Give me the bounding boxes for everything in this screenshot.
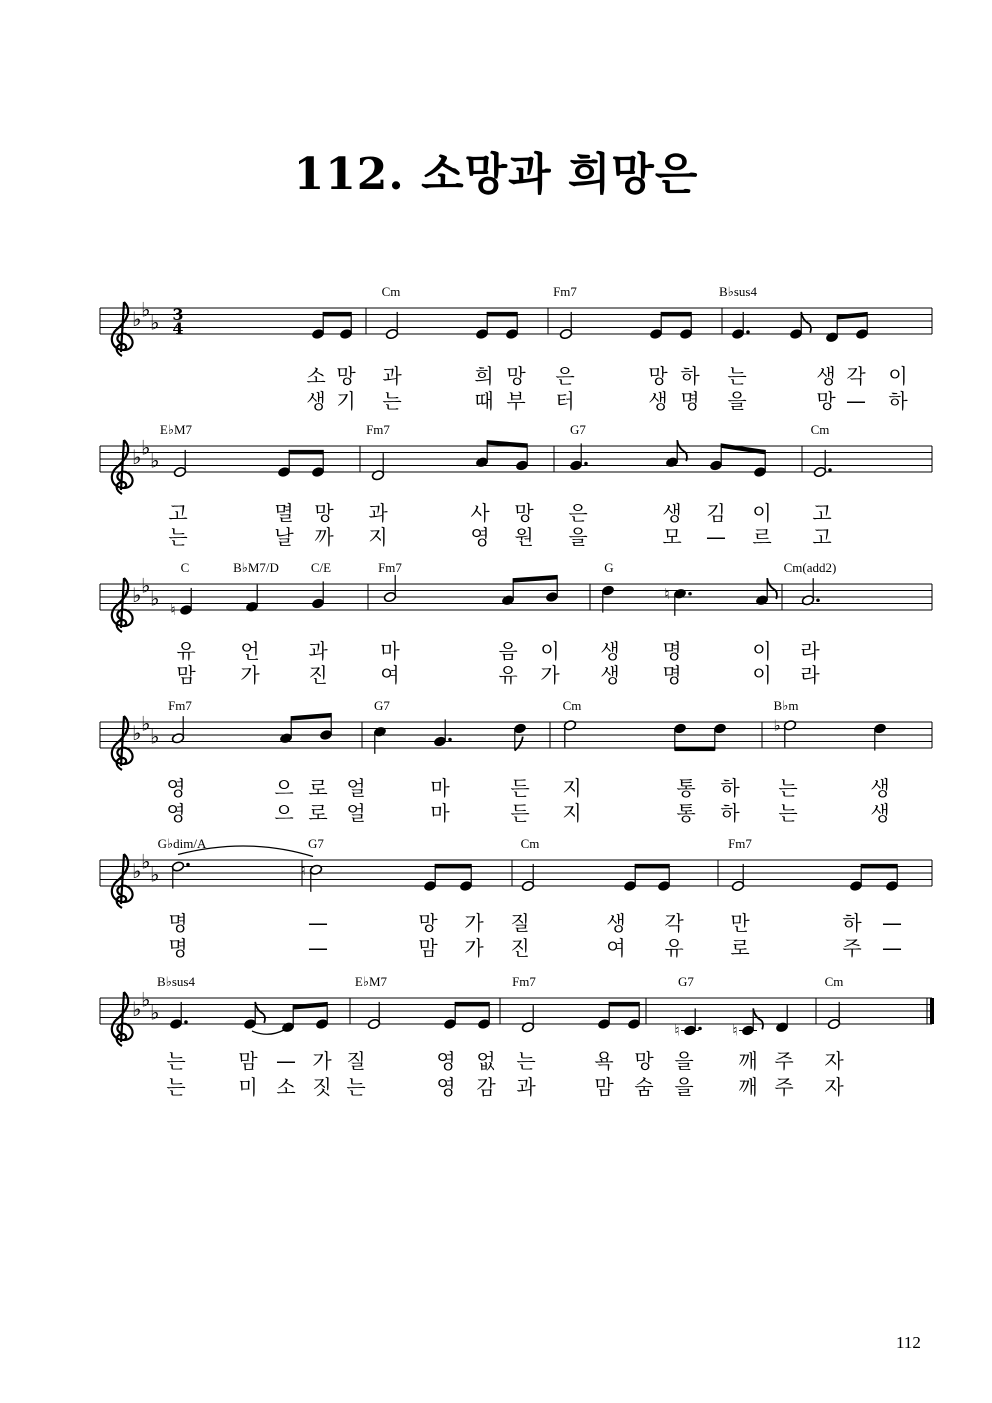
- flat-icon: ♭: [132, 721, 142, 745]
- lyric-verse2-syllable: 든: [510, 801, 530, 825]
- lyric-verse1-syllable: 망: [648, 364, 668, 388]
- natural-icon: ♮: [300, 860, 306, 879]
- lyric-verse2-syllable: 주: [842, 936, 862, 960]
- note-beam: [513, 575, 557, 583]
- flat-icon: ♭: [132, 445, 142, 469]
- note-beam: [487, 440, 527, 448]
- lyric-verse1-syllable: 만: [730, 911, 750, 935]
- lyric-verse2-syllable: 라: [800, 663, 820, 687]
- lyric-verse1-syllable: 언: [240, 639, 260, 663]
- lyric-verse2-syllable: 지: [368, 525, 388, 549]
- key-signature-flats: [132, 849, 159, 886]
- lyric-verse2-syllable: 는: [346, 1075, 366, 1099]
- lyric-verse1-syllable: 지: [562, 776, 582, 800]
- lyric-verse1-syllable: 자: [824, 1049, 844, 1073]
- lyric-verse2-syllable: 날: [274, 525, 294, 549]
- flat-icon: ♭: [141, 987, 151, 1012]
- lyric-verse1-syllable: 과: [368, 501, 388, 525]
- flat-icon: ♭: [150, 310, 160, 335]
- lyric-verse2-syllable: 망: [816, 389, 836, 413]
- treble-clef-icon: [112, 578, 133, 632]
- lyric-verse1-syllable: 질: [346, 1049, 366, 1073]
- lyric-verse1-syllable: 영: [166, 776, 186, 800]
- lyric-verse2-syllable: 가: [540, 663, 560, 687]
- treble-clef-icon: [112, 440, 133, 494]
- note-beam: [323, 312, 351, 317]
- lyric-verse1-syllable: 희: [474, 364, 494, 388]
- note-flag: [677, 440, 687, 461]
- treble-clef-icon: [112, 302, 133, 356]
- lyric-verse2-syllable: 생: [648, 389, 668, 413]
- note-beam: [675, 747, 715, 752]
- lyric-verse1-syllable: 소: [306, 364, 326, 388]
- lyric-verse2-syllable: 숨: [634, 1075, 654, 1099]
- lyric-verse2-syllable: 생: [870, 801, 890, 825]
- lyric-verse1-syllable: 는: [166, 1049, 186, 1073]
- note-beam: [291, 713, 331, 721]
- lyric-verse2-syllable: 자: [824, 1075, 844, 1099]
- lyric-verse1-syllable: 생: [816, 364, 836, 388]
- lyric-verse2-syllable: 명: [168, 936, 188, 960]
- lyric-verse2-syllable: 지: [562, 801, 582, 825]
- note-beam: [861, 864, 897, 869]
- chord-symbol: C/E: [310, 560, 332, 575]
- lyric-verse1-syllable: 명: [168, 911, 188, 935]
- lyric-verse1-syllable: 고: [168, 501, 188, 525]
- lyric-verse2-syllable: 는: [168, 525, 188, 549]
- note-beam: [289, 450, 323, 455]
- lyric-verse1-syllable: 는: [516, 1049, 536, 1073]
- treble-clef-icon: [112, 992, 133, 1046]
- lyric-verse1-syllable: 망: [336, 364, 356, 388]
- flat-icon: ♭: [150, 1000, 160, 1025]
- note-beam: [293, 1002, 327, 1010]
- chord-symbol: G7: [570, 422, 586, 437]
- lyric-verse2-syllable: 때: [474, 389, 494, 413]
- clef-stroke: [112, 578, 133, 632]
- dot: [584, 462, 588, 466]
- treble-clef-icon: [112, 854, 133, 908]
- note-beam: [455, 1002, 489, 1007]
- lyric-verse2-syllable: 부: [506, 389, 526, 413]
- lyric-verse2-syllable: 모: [662, 525, 682, 549]
- lyric-verse1-syllable: 이: [540, 639, 560, 663]
- lyric-verse1-syllable: 은: [568, 501, 588, 525]
- lyric-verse1-syllable: 이: [752, 501, 772, 525]
- chord-symbol: E♭M7: [354, 974, 388, 989]
- lyric-verse2-syllable: 로: [308, 801, 328, 825]
- lyric-verse1-syllable: 유: [176, 639, 196, 663]
- lyric-verse1-syllable: 영: [436, 1049, 456, 1073]
- flat-icon: ♭: [773, 716, 781, 735]
- lyric-verse2-syllable: 는: [778, 801, 798, 825]
- chord-symbol: G7: [374, 698, 390, 713]
- lyric-verse2-syllable: 얼: [346, 801, 366, 825]
- time-signature-top: 3: [172, 305, 184, 324]
- chord-symbol: Fm7: [728, 836, 752, 851]
- flat-icon: ♭: [132, 859, 142, 883]
- lyric-verse2-syllable: 으: [274, 801, 294, 825]
- flat-icon: ♭: [150, 862, 160, 887]
- clef-stroke: [112, 440, 133, 494]
- flat-icon: ♭: [141, 297, 151, 322]
- note-beam: [837, 312, 867, 320]
- chord-symbol: C: [180, 560, 190, 575]
- chord-symbol: Fm7: [168, 698, 192, 713]
- lyric-verse2-syllable: 맘: [176, 663, 196, 687]
- clef-stroke: [112, 302, 133, 356]
- lyric-verse2-syllable: 명: [680, 389, 700, 413]
- lyric-verse2-syllable: —: [846, 389, 866, 413]
- lyric-verse1-syllable: 각: [664, 911, 684, 935]
- note-flag: [801, 312, 811, 333]
- flat-icon: ♭: [141, 435, 151, 460]
- clef-stroke: [112, 854, 133, 908]
- flat-icon: ♭: [141, 573, 151, 598]
- lyric-verse2-syllable: 생: [600, 663, 620, 687]
- lyric-verse1-syllable: 망: [314, 501, 334, 525]
- chord-symbol: B♭sus4: [157, 974, 195, 989]
- lyric-verse1-syllable: 과: [382, 364, 402, 388]
- lyric-verse2-syllable: 을: [568, 525, 588, 549]
- lyric-verse1-syllable: 망: [418, 911, 438, 935]
- dot: [448, 738, 452, 742]
- final-barline: [930, 998, 934, 1024]
- lyric-verse1-syllable: 질: [510, 911, 530, 935]
- lyric-verse1-syllable: 생: [606, 911, 626, 935]
- lyric-verse1-syllable: 하: [842, 911, 862, 935]
- note-beam: [635, 864, 669, 869]
- lyric-verse1-syllable: 으: [274, 776, 294, 800]
- lyric-verse1-syllable: 을: [674, 1049, 694, 1073]
- lyric-verse2-syllable: 과: [516, 1075, 536, 1099]
- dot: [688, 592, 692, 596]
- key-signature-flats: [132, 711, 159, 748]
- flat-icon: ♭: [150, 724, 160, 749]
- tie-slur: [252, 1030, 284, 1034]
- lyric-verse1-syllable: 망: [514, 501, 534, 525]
- flat-icon: ♭: [132, 997, 142, 1021]
- lyric-verse2-syllable: 생: [306, 389, 326, 413]
- dot: [746, 330, 750, 334]
- lyric-verse2-syllable: 영: [470, 525, 490, 549]
- lyric-verse2-syllable: 여: [606, 936, 626, 960]
- lyric-verse2-syllable: 하: [720, 801, 740, 825]
- lyric-verse2-syllable: 기: [336, 389, 356, 413]
- lyric-verse1-syllable: 통: [676, 776, 696, 800]
- dot: [816, 598, 820, 602]
- lyric-verse2-syllable: 하: [888, 389, 908, 413]
- lyric-verse2-syllable: 로: [730, 936, 750, 960]
- chord-symbol: Fm7: [378, 560, 402, 575]
- chord-symbol: Cm: [810, 422, 830, 437]
- lyric-verse2-syllable: —: [308, 936, 328, 960]
- natural-icon: ♮: [732, 1021, 738, 1040]
- lyric-verse2-syllable: 주: [774, 1075, 794, 1099]
- lyric-verse2-syllable: 명: [662, 663, 682, 687]
- lyric-verse1-syllable: 하: [680, 364, 700, 388]
- treble-clef-icon: [112, 716, 133, 770]
- lyric-verse2-syllable: 짓: [312, 1075, 332, 1099]
- lyric-verse1-syllable: 마: [380, 639, 400, 663]
- lyric-verse2-syllable: 터: [555, 389, 575, 413]
- lyric-verse2-syllable: 을: [727, 389, 747, 413]
- chord-symbol: Cm: [562, 698, 582, 713]
- lyric-verse1-syllable: 사: [470, 501, 490, 525]
- lyric-verse1-syllable: 주: [774, 1049, 794, 1073]
- lyric-verse2-syllable: 소: [276, 1075, 296, 1099]
- dot: [184, 1020, 188, 1024]
- chord-symbol: G7: [678, 974, 694, 989]
- chord-symbol: B♭m: [773, 698, 799, 713]
- flat-icon: ♭: [141, 849, 151, 874]
- lyric-verse1-syllable: 망: [634, 1049, 654, 1073]
- lyric-verse2-syllable: 유: [664, 936, 684, 960]
- note-beam: [661, 312, 691, 317]
- natural-icon: ♮: [170, 601, 176, 619]
- lyric-verse2-syllable: 미: [238, 1075, 258, 1099]
- lyric-verse2-syllable: 맘: [418, 936, 438, 960]
- key-signature-flats: [132, 573, 159, 610]
- lyric-verse2-syllable: 진: [510, 936, 530, 960]
- song-title: 소망과 희망은: [421, 149, 699, 200]
- lyric-verse2-syllable: —: [706, 525, 726, 549]
- lyric-verse2-syllable: 통: [676, 801, 696, 825]
- flat-icon: ♭: [132, 583, 142, 607]
- lyric-verse2-syllable: 고: [812, 525, 832, 549]
- lyric-verse2-syllable: 맘: [594, 1075, 614, 1099]
- lyric-verse1-syllable: 없: [476, 1049, 496, 1073]
- chord-symbol: Fm7: [366, 422, 390, 437]
- dot: [186, 863, 190, 867]
- lyric-verse1-syllable: 각: [846, 364, 866, 388]
- flat-icon: ♭: [150, 448, 160, 473]
- time-signature-bottom: 4: [172, 319, 184, 338]
- note-flag: [753, 1008, 763, 1029]
- lyric-verse2-syllable: 깨: [738, 1075, 758, 1099]
- lyric-verse1-syllable: 욕: [594, 1049, 614, 1073]
- lyric-verse1-syllable: —: [276, 1049, 296, 1073]
- lyric-verse1-syllable: 김: [706, 501, 726, 525]
- dot: [698, 1027, 702, 1031]
- lyric-verse1-syllable: 마: [430, 776, 450, 800]
- lyric-verse2-syllable: 르: [752, 525, 772, 549]
- natural-icon: ♮: [674, 1021, 680, 1040]
- clef-stroke: [112, 992, 133, 1046]
- lyric-verse2-syllable: 가: [464, 936, 484, 960]
- chord-symbol: B♭sus4: [719, 284, 757, 299]
- lyric-verse1-syllable: 는: [727, 364, 747, 388]
- lyric-verse1-syllable: 명: [662, 639, 682, 663]
- lyric-verse1-syllable: 이: [752, 639, 772, 663]
- chord-symbol: G7: [308, 836, 324, 851]
- flat-icon: ♭: [150, 586, 160, 611]
- note-flag: [255, 1002, 265, 1023]
- lyric-verse1-syllable: 은: [555, 364, 575, 388]
- lyric-verse1-syllable: 맘: [238, 1049, 258, 1073]
- lyric-verse2-syllable: 진: [308, 663, 328, 687]
- lyric-verse1-syllable: 는: [778, 776, 798, 800]
- lyric-verse1-syllable: 가: [464, 911, 484, 935]
- note-beam: [609, 1002, 639, 1007]
- lyric-verse1-syllable: 음: [498, 639, 518, 663]
- flat-icon: ♭: [141, 711, 151, 736]
- lyric-verse2-syllable: 까: [314, 525, 334, 549]
- song-number: 112.: [293, 149, 405, 200]
- chord-symbol: Cm: [520, 836, 540, 851]
- lyric-verse1-syllable: 망: [506, 364, 526, 388]
- chord-symbol: Cm: [381, 284, 401, 299]
- chord-symbol: Fm7: [512, 974, 536, 989]
- page-number: 112: [896, 1333, 921, 1352]
- lyric-verse1-syllable: 이: [888, 364, 908, 388]
- lyric-verse1-syllable: —: [882, 911, 902, 935]
- clef-stroke: [112, 716, 133, 770]
- chord-symbol: E♭M7: [159, 422, 193, 437]
- chord-symbol: Cm: [824, 974, 844, 989]
- lyric-verse2-syllable: 유: [498, 663, 518, 687]
- lyric-verse1-syllable: 하: [720, 776, 740, 800]
- lyric-verse2-syllable: 이: [752, 663, 772, 687]
- dot: [828, 468, 832, 472]
- key-signature-flats: [132, 297, 159, 334]
- lyric-verse1-syllable: 로: [308, 776, 328, 800]
- lyric-verse1-syllable: 과: [308, 639, 328, 663]
- lyric-verse2-syllable: 영: [166, 801, 186, 825]
- lyric-verse1-syllable: 얼: [346, 776, 366, 800]
- lyric-verse2-syllable: 가: [240, 663, 260, 687]
- key-signature-flats: [132, 435, 159, 472]
- lyric-verse2-syllable: 는: [166, 1075, 186, 1099]
- lyric-verse2-syllable: 여: [380, 663, 400, 687]
- chord-symbol: Fm7: [553, 284, 577, 299]
- lyric-verse1-syllable: 멸: [274, 501, 294, 525]
- key-signature-flats: [132, 987, 159, 1024]
- lyric-verse1-syllable: 가: [312, 1049, 332, 1073]
- lyric-verse2-syllable: 을: [674, 1075, 694, 1099]
- lyric-verse1-syllable: 생: [600, 639, 620, 663]
- natural-icon: ♮: [664, 584, 670, 603]
- note-beam: [487, 312, 517, 317]
- lyric-verse2-syllable: —: [882, 936, 902, 960]
- lyric-verse2-syllable: 는: [382, 389, 402, 413]
- lyric-verse2-syllable: 마: [430, 801, 450, 825]
- chord-symbol: B♭M7/D: [233, 560, 279, 575]
- chord-symbol: G: [604, 560, 614, 575]
- lyric-verse1-syllable: 라: [800, 639, 820, 663]
- flat-icon: ♭: [132, 307, 142, 331]
- lyric-verse1-syllable: —: [308, 911, 328, 935]
- chord-symbol: Cm(add2): [783, 560, 837, 575]
- lyric-verse2-syllable: 영: [436, 1075, 456, 1099]
- note-beam: [435, 864, 471, 869]
- lyric-verse1-syllable: 생: [870, 776, 890, 800]
- lyric-verse1-syllable: 생: [662, 501, 682, 525]
- lyric-verse2-syllable: 원: [514, 525, 534, 549]
- lyric-verse2-syllable: 감: [476, 1075, 496, 1099]
- note-flag: [767, 578, 777, 599]
- lyric-verse1-syllable: 고: [812, 501, 832, 525]
- lyric-verse1-syllable: 든: [510, 776, 530, 800]
- chord-symbol: G♭dim/A: [157, 836, 207, 851]
- lyric-verse1-syllable: 깨: [738, 1049, 758, 1073]
